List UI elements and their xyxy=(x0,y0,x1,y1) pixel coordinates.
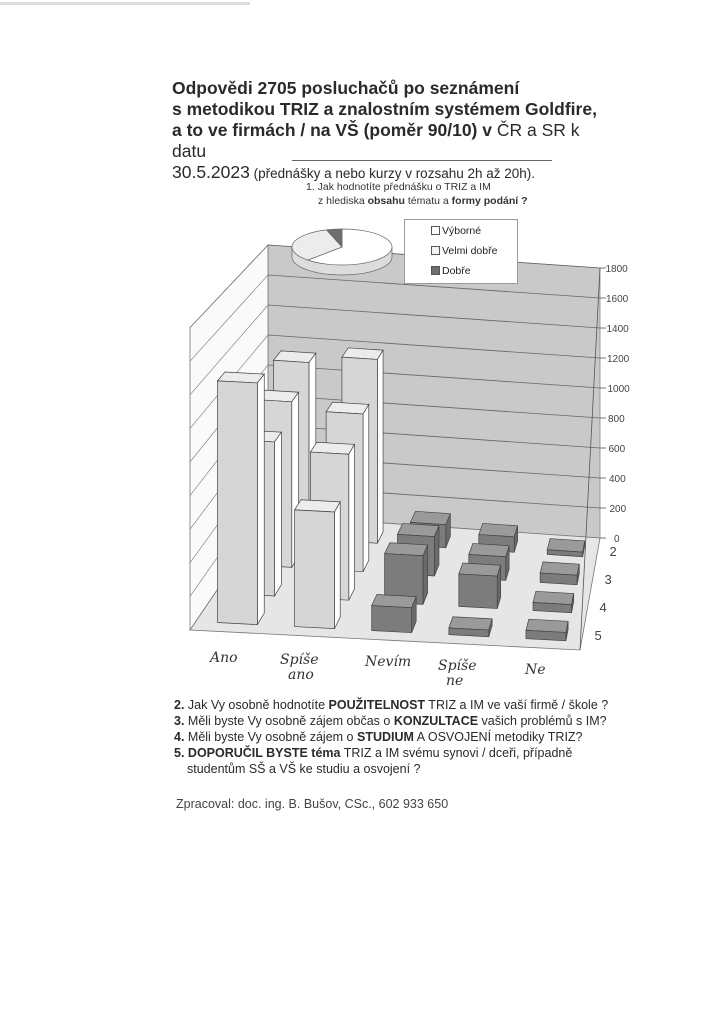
bar-side xyxy=(377,350,383,543)
title-line-2: s metodikou TRIZ a znalostním systémem Goldfire, xyxy=(172,99,597,119)
y-tick-label: 0 xyxy=(614,534,620,545)
category-label: Spíše ne xyxy=(438,658,477,689)
depth-label: 3 xyxy=(604,572,612,587)
y-tick-label: 1200 xyxy=(607,354,630,365)
bar-side xyxy=(334,502,340,629)
bar xyxy=(372,606,412,633)
depth-label: 4 xyxy=(599,600,607,615)
y-tick-label: 400 xyxy=(609,474,626,485)
legend-label: Dobře xyxy=(442,264,471,277)
question-4: 4. Měli byste Vy osobně zájem o STUDIUM A OSVOJENÍ metodiky TRIZ? xyxy=(174,730,583,744)
depth-label: 2 xyxy=(609,544,617,559)
depth-label: 5 xyxy=(594,628,602,643)
bar xyxy=(295,510,335,629)
y-tick-label: 1800 xyxy=(605,264,628,275)
question-2: 2. Jak Vy osobně hodnotíte POUŽITELNOST TRIZ a IM ve vaší firmě / škole ? xyxy=(174,698,609,712)
title-note: (přednášky a nebo kurzy v rozsahu 2h až 20h). xyxy=(249,166,536,181)
legend-swatch xyxy=(431,226,440,235)
bar xyxy=(526,630,566,640)
q1-text: tématu a xyxy=(404,195,452,207)
q1-mark: ? xyxy=(518,195,528,207)
pie-legend xyxy=(404,219,518,284)
y-tick-label: 1000 xyxy=(607,384,630,395)
bar-side xyxy=(275,432,282,596)
y-tick-label: 200 xyxy=(609,504,627,515)
y-tick-label: 1600 xyxy=(606,294,629,305)
q1-bold-obsahu: obsahu xyxy=(367,195,405,207)
bar-side xyxy=(349,444,355,600)
bar-side xyxy=(257,374,264,624)
question-3: 3. Měli byste Vy osobně zájem občas o KONZULTACE vašich problémů s IM? xyxy=(174,714,607,728)
category-label: Ano xyxy=(210,650,238,666)
q1-bold-formy: formy podání xyxy=(451,195,519,207)
y-tick-label: 800 xyxy=(608,414,625,425)
questions-list xyxy=(174,697,608,777)
legend-label: Velmi dobře xyxy=(442,244,498,257)
question-5-continued: studentům SŠ a VŠ ke studiu a osvojení ? xyxy=(187,762,421,776)
legend-item xyxy=(405,241,517,260)
question-5: 5. DOPORUČIL BYSTE téma TRIZ a IM svému synovi / dceři, případně xyxy=(174,746,573,760)
category-label: Nevím xyxy=(365,654,412,670)
bar-side xyxy=(363,404,369,571)
legend-item xyxy=(405,261,517,280)
category-label: Ne xyxy=(525,662,546,678)
legend-label: Výborné xyxy=(442,224,482,237)
legend-item xyxy=(405,221,517,240)
bar xyxy=(533,602,571,612)
y-tick-label: 600 xyxy=(608,444,626,455)
footer-author: Zpracoval: doc. ing. B. Bušov, CSc., 602 933 650 xyxy=(176,797,449,811)
legend-swatch xyxy=(431,246,440,255)
q1-text: z hlediska xyxy=(318,195,368,207)
bar xyxy=(540,573,577,585)
title-line-1: Odpovědi 2705 posluchačů po seznámení xyxy=(172,78,520,98)
title-date: 30.5.2023 xyxy=(172,162,250,182)
title-line-3-normal: ČR a SR k datu xyxy=(172,120,580,161)
bar xyxy=(459,574,497,609)
chart-3d-columns xyxy=(160,150,630,690)
question-1-line-1: 1. Jak hodnotíte přednášku o TRIZ a IM xyxy=(306,181,491,193)
legend-swatch xyxy=(431,266,440,275)
scan-artifact xyxy=(0,2,250,5)
question-1-title xyxy=(306,180,528,208)
y-tick-label: 1400 xyxy=(606,324,629,335)
bar xyxy=(217,381,257,625)
bar-side xyxy=(423,545,428,604)
title-line-3-bold: a to ve firmách / na VŠ (poměr 90/10) v xyxy=(172,120,492,140)
category-label: Spíše ano xyxy=(280,652,319,683)
